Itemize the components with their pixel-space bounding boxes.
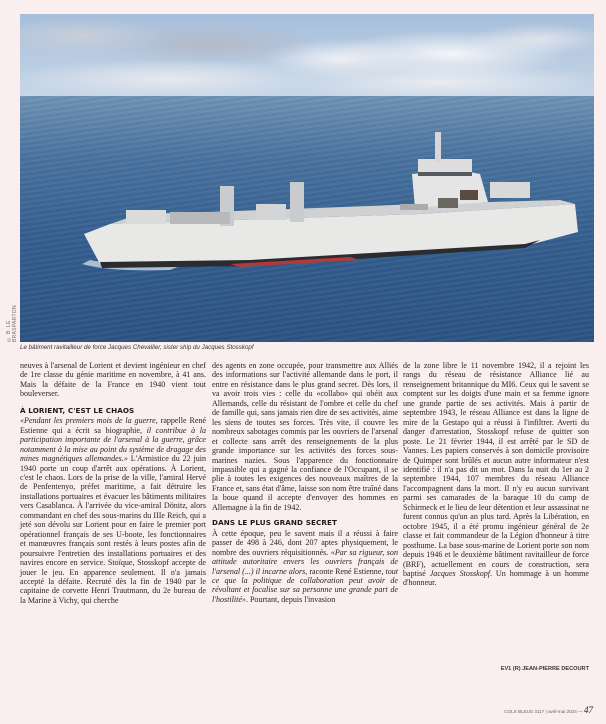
text: L'Armistice du 22 juin 1940 porte un coup d'arrêt aux opérations. À Lorient, c'est le chaos. Lors de la prise de la ville, l'amiral Hervé de Penfentenyo, préfet maritime, a fait détruire les installations portuaires et évacuer les bâtiments militaires vers Casablanca. À l'arrivée du vice-amiral Dönitz, alors commandant en chef des sous-marins du IIIe Reich, qui a jeté son dévolu sur Lorient pour en faire le premier port opérationnel français de ses U-boote, les fonctionnaires et manœuvres français sont restés à leurs postes afin de poursuivre l'entretien des installations portuaires et des navires encore en service. Stoïque, Stosskopf accepte de jouer le jeu. En apparence seulement. Il n'a jamais accepté la défaite. Recruté dès la fin de 1940 par le capitaine de corvette Henri Trautmann, du 2e bureau de la Marine à Vichy, qui cherche bbox=[20, 454, 206, 605]
publication-info: COLS BLEUS 3117 | avril-mai 2024 — bbox=[504, 709, 583, 714]
caption-text: , sister ship du bbox=[159, 344, 202, 351]
article-column-1 bbox=[20, 361, 206, 605]
section-heading: À LORIENT, C'EST LE CHAOS bbox=[20, 405, 135, 415]
paragraph bbox=[212, 529, 398, 605]
quote: «Par sa rigueur, son attitude autoritaire envers les ouvriers français de l'arsenal (...) il incarne alors, bbox=[212, 547, 398, 576]
text: raconte René Estienne, bbox=[307, 566, 386, 576]
quote: tout ce que la politique de collaboration peut avoir de révoltant et focalise sur sa personne une grande part de l'hostilité» bbox=[212, 566, 398, 604]
article-column-3 bbox=[403, 361, 589, 588]
quote: «Pendant les premiers mois de la guerre, bbox=[20, 416, 158, 426]
caption-ship-name: Jacques Stosskopf bbox=[201, 344, 254, 351]
paragraph bbox=[20, 416, 206, 605]
photo-caption bbox=[20, 344, 580, 351]
paragraph bbox=[403, 361, 589, 588]
text: rappelle René Estienne qui a écrit sa biographie, bbox=[20, 416, 206, 435]
caption-ship-name: Jacques Chevallier bbox=[108, 344, 160, 351]
photo-credit: © B. LE BRASPARTON bbox=[6, 305, 18, 342]
page-footer bbox=[400, 705, 593, 715]
text: . Pourtant, depuis l'invasion bbox=[245, 594, 336, 604]
page-number: 47 bbox=[584, 705, 593, 715]
ship-photo bbox=[20, 14, 594, 342]
paragraph: neuves à l'arsenal de Lorient et devient ingénieur en chef de 1re classe du génie maritime en novembre, à 41 ans. Mais la défaite de la France en 1940 vient tout bouleverser. bbox=[20, 361, 206, 399]
article-column-2 bbox=[212, 361, 398, 604]
ship-name: Jacques Stosskopf bbox=[429, 568, 490, 578]
caption-text: Le bâtiment ravitailleur de force bbox=[20, 344, 109, 351]
text: de la zone libre le 11 novembre 1942, il a rejoint les rangs du réseau de résistance Alliance lié au renseignement britannique du MI6. Ceux qui le savent se comptent sur les doigts d'une main et sa femme ignore une grande partie de ses activités. Mais à partir de septembre 1943, le réseau Alliance est dans la ligne de mire de la Gestapo qui a réussi à l'infiltrer. Averti du danger d'arrestation, Stosskopf refuse de quitter son poste. Le 21 février 1944, il est arrêté par le SD de Vannes. Les papiers conservés à son domicile provisoire de Quimper sont brûlés et aucun autre informateur n'est identifié : il n'a pas dit un mot. Dans la nuit du 1er au 2 septembre 1944, 107 membres du réseau Alliance l'accompagnent dans la mort. Il n'y eu aucun survivant parmi ses camarades de la baraque 10 du camp de Schirmeck et le lieu de leur détention et leur assassinat ne furent connus qu'un an plus tard. Après la Libération, en octobre 1945, il a été promu ingénieur général de 2e classe et fait commandeur de la Légion d'honneur à titre posthume. La base sous-marine de Lorient porte son nom depuis 1946 et le deuxième bâtiment ravitailleur de force (BRF), actuellement en cours de construction, sera baptisé bbox=[403, 361, 589, 578]
quote: il contribue à la participation importante de l'arsenal à la guerre, grâce notamment à la mise au point du système de dragage des mines magnétiques allemandes.» bbox=[20, 425, 206, 464]
text: . Un hommage à un homme d'honneur. bbox=[403, 568, 589, 588]
text: À cette époque, peu le savent mais il a réussi à faire passer de 498 à 246, dont 207 aptes physiquement, le nombre des ouvriers réquisitionnés. bbox=[212, 528, 398, 557]
section-heading: DANS LE PLUS GRAND SECRET bbox=[212, 518, 338, 528]
author-signature: EV1 (R) JEAN-PIERRE DECOURT bbox=[500, 666, 589, 672]
paragraph: des agents en zone occupée, pour transmettre aux Alliés des informations sur l'activité allemande dans le port, il entre en résistance dans le plus grand secret. Dès lors, il va avoir trois vies : celle du «collabo» qui obéit aux Allemands, celle du résistant de l'ombre et celle du chef de famille qui, sans jamais rien dire de ses activités, aime les siens de toutes ses forces. Très vite, il couvre les nombreux sabotages commis par les ouvriers de l'arsenal et collecte sans arrêt des renseignements de la plus grande importance sur les activités des forces sous-marines nazies. Sous l'apparence du fonctionnaire impassible qui a gagné la confiance de l'Occupant, il se plie à toutes les exigences des nouveaux maîtres de la France et, sans état d'âme, laisse son nom être traîné dans la boue quand il accepte d'envoyer des hommes en Allemagne à la fin de 1942. bbox=[212, 361, 398, 512]
ship-illustration bbox=[20, 14, 594, 342]
